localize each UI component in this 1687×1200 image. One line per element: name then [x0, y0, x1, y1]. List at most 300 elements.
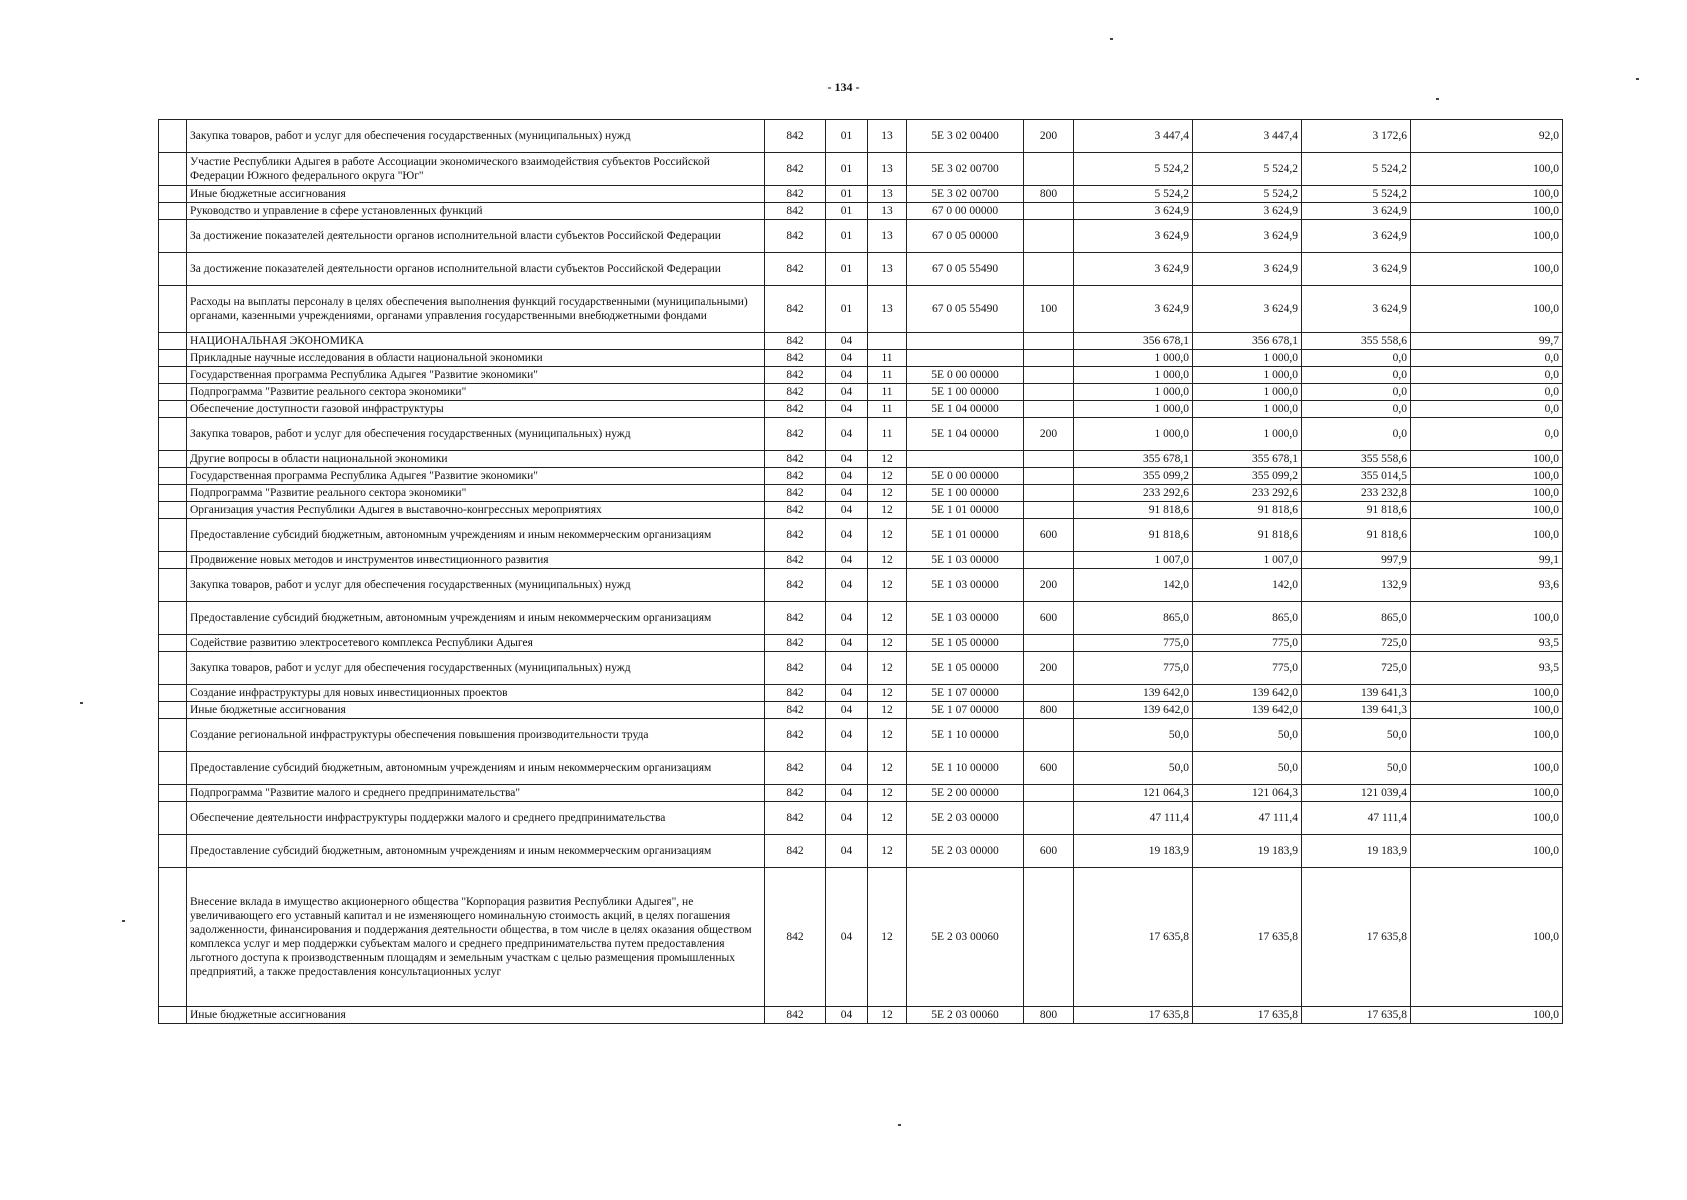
- cell-subsection: 12: [868, 552, 907, 569]
- cell-row-stub: [159, 502, 187, 519]
- cell-approved: 775,0: [1074, 652, 1193, 685]
- cell-subsection: 12: [868, 785, 907, 802]
- cell-admin-code: 842: [765, 384, 826, 401]
- table-row: [159, 552, 1563, 569]
- cell-subsection: 12: [868, 569, 907, 602]
- cell-budget-list: 775,0: [1193, 635, 1302, 652]
- cell-percent: 92,0: [1411, 120, 1563, 153]
- cell-approved: 91 818,6: [1074, 502, 1193, 519]
- cell-admin-code: 842: [765, 719, 826, 752]
- cell-admin-code: 842: [765, 552, 826, 569]
- cell-approved: 139 642,0: [1074, 702, 1193, 719]
- cell-budget-list: 1 007,0: [1193, 552, 1302, 569]
- table-row: [159, 752, 1563, 785]
- cell-name: Создание региональной инфраструктуры обеспечения повышения производительности труда: [187, 719, 765, 752]
- cell-section: 04: [826, 485, 868, 502]
- cell-subsection: 12: [868, 602, 907, 635]
- cell-expense-type: [1024, 350, 1074, 367]
- cell-admin-code: 842: [765, 785, 826, 802]
- cell-approved: 355 678,1: [1074, 451, 1193, 468]
- cell-row-stub: [159, 384, 187, 401]
- cell-approved: 5 524,2: [1074, 153, 1193, 186]
- cell-expense-type: 200: [1024, 652, 1074, 685]
- cell-percent: 0,0: [1411, 384, 1563, 401]
- cell-expense-type: [1024, 333, 1074, 350]
- cell-executed: 0,0: [1302, 350, 1411, 367]
- cell-approved: 356 678,1: [1074, 333, 1193, 350]
- cell-expense-type: [1024, 552, 1074, 569]
- cell-percent: 100,0: [1411, 203, 1563, 220]
- cell-row-stub: [159, 485, 187, 502]
- cell-budget-list: 91 818,6: [1193, 519, 1302, 552]
- cell-budget-list: 139 642,0: [1193, 702, 1302, 719]
- cell-expense-type: [1024, 153, 1074, 186]
- cell-row-stub: [159, 802, 187, 835]
- cell-name: Закупка товаров, работ и услуг для обеспечения государственных (муниципальных) нужд: [187, 569, 765, 602]
- cell-executed: 91 818,6: [1302, 519, 1411, 552]
- cell-section: 04: [826, 569, 868, 602]
- cell-executed: 47 111,4: [1302, 802, 1411, 835]
- cell-section: 04: [826, 868, 868, 1007]
- cell-name: Подпрограмма "Развитие реального сектора экономики": [187, 485, 765, 502]
- cell-budget-list: 3 624,9: [1193, 253, 1302, 286]
- cell-section: 04: [826, 418, 868, 451]
- table-row: [159, 203, 1563, 220]
- cell-section: 04: [826, 451, 868, 468]
- cell-row-stub: [159, 186, 187, 203]
- table-row: [159, 120, 1563, 153]
- cell-target-article: 5Е 1 00 00000: [907, 384, 1024, 401]
- cell-approved: 50,0: [1074, 719, 1193, 752]
- cell-row-stub: [159, 602, 187, 635]
- cell-budget-list: 3 624,9: [1193, 220, 1302, 253]
- cell-name: Организация участия Республики Адыгея в выставочно-конгрессных мероприятиях: [187, 502, 765, 519]
- cell-row-stub: [159, 685, 187, 702]
- cell-expense-type: [1024, 685, 1074, 702]
- cell-percent: 99,1: [1411, 552, 1563, 569]
- cell-subsection: 12: [868, 451, 907, 468]
- cell-name: НАЦИОНАЛЬНАЯ ЭКОНОМИКА: [187, 333, 765, 350]
- cell-percent: 0,0: [1411, 401, 1563, 418]
- cell-target-article: 5Е 1 04 00000: [907, 418, 1024, 451]
- cell-subsection: 13: [868, 120, 907, 153]
- table-row: [159, 702, 1563, 719]
- cell-subsection: 12: [868, 685, 907, 702]
- cell-row-stub: [159, 350, 187, 367]
- cell-admin-code: 842: [765, 220, 826, 253]
- cell-approved: 19 183,9: [1074, 835, 1193, 868]
- cell-row-stub: [159, 719, 187, 752]
- cell-admin-code: 842: [765, 519, 826, 552]
- cell-name: Иные бюджетные ассигнования: [187, 1007, 765, 1024]
- cell-executed: 17 635,8: [1302, 1007, 1411, 1024]
- cell-row-stub: [159, 652, 187, 685]
- cell-name: Подпрограмма "Развитие малого и среднего предпринимательства": [187, 785, 765, 802]
- cell-name: Обеспечение доступности газовой инфраструктуры: [187, 401, 765, 418]
- cell-percent: 100,0: [1411, 752, 1563, 785]
- cell-executed: 50,0: [1302, 752, 1411, 785]
- table-row: [159, 333, 1563, 350]
- cell-admin-code: 842: [765, 153, 826, 186]
- cell-admin-code: 842: [765, 502, 826, 519]
- cell-subsection: 11: [868, 384, 907, 401]
- cell-budget-list: 17 635,8: [1193, 868, 1302, 1007]
- cell-subsection: 12: [868, 835, 907, 868]
- cell-approved: 47 111,4: [1074, 802, 1193, 835]
- cell-section: 01: [826, 253, 868, 286]
- cell-executed: 91 818,6: [1302, 502, 1411, 519]
- cell-percent: 100,0: [1411, 153, 1563, 186]
- cell-admin-code: 842: [765, 1007, 826, 1024]
- cell-section: 04: [826, 635, 868, 652]
- cell-row-stub: [159, 785, 187, 802]
- table-row: [159, 569, 1563, 602]
- cell-approved: 3 624,9: [1074, 286, 1193, 333]
- cell-target-article: 67 0 05 55490: [907, 253, 1024, 286]
- cell-budget-list: 17 635,8: [1193, 1007, 1302, 1024]
- cell-admin-code: 842: [765, 702, 826, 719]
- cell-target-article: 67 0 00 00000: [907, 203, 1024, 220]
- cell-target-article: 5Е 1 05 00000: [907, 635, 1024, 652]
- cell-row-stub: [159, 635, 187, 652]
- scan-speck: [1636, 78, 1639, 80]
- cell-target-article: 5Е 1 07 00000: [907, 702, 1024, 719]
- cell-expense-type: [1024, 868, 1074, 1007]
- scan-speck: [80, 702, 83, 704]
- cell-executed: 121 039,4: [1302, 785, 1411, 802]
- cell-budget-list: 50,0: [1193, 719, 1302, 752]
- cell-executed: 0,0: [1302, 367, 1411, 384]
- cell-section: 04: [826, 702, 868, 719]
- cell-target-article: 5Е 1 01 00000: [907, 502, 1024, 519]
- cell-section: 04: [826, 602, 868, 635]
- cell-section: 04: [826, 752, 868, 785]
- cell-row-stub: [159, 868, 187, 1007]
- budget-table-body: [159, 120, 1563, 1024]
- cell-percent: 100,0: [1411, 702, 1563, 719]
- cell-subsection: 11: [868, 401, 907, 418]
- cell-target-article: 5Е 1 07 00000: [907, 685, 1024, 702]
- cell-budget-list: 91 818,6: [1193, 502, 1302, 519]
- cell-section: 04: [826, 835, 868, 868]
- cell-approved: 1 000,0: [1074, 401, 1193, 418]
- cell-approved: 1 000,0: [1074, 350, 1193, 367]
- cell-percent: 100,0: [1411, 719, 1563, 752]
- cell-name: За достижение показателей деятельности органов исполнительной власти субъектов Российской Федерации: [187, 253, 765, 286]
- cell-budget-list: 1 000,0: [1193, 418, 1302, 451]
- cell-expense-type: [1024, 367, 1074, 384]
- cell-subsection: 12: [868, 519, 907, 552]
- cell-executed: 17 635,8: [1302, 868, 1411, 1007]
- cell-subsection: 12: [868, 752, 907, 785]
- cell-subsection: 13: [868, 253, 907, 286]
- cell-admin-code: 842: [765, 635, 826, 652]
- cell-budget-list: 5 524,2: [1193, 153, 1302, 186]
- cell-name: Обеспечение деятельности инфраструктуры поддержки малого и среднего предпринимательства: [187, 802, 765, 835]
- cell-executed: 50,0: [1302, 719, 1411, 752]
- cell-executed: 997,9: [1302, 552, 1411, 569]
- cell-percent: 100,0: [1411, 253, 1563, 286]
- table-row: [159, 451, 1563, 468]
- cell-approved: 3 447,4: [1074, 120, 1193, 153]
- table-row: [159, 719, 1563, 752]
- cell-admin-code: 842: [765, 652, 826, 685]
- cell-percent: 100,0: [1411, 802, 1563, 835]
- cell-budget-list: 356 678,1: [1193, 333, 1302, 350]
- cell-budget-list: 3 447,4: [1193, 120, 1302, 153]
- scan-speck: [1110, 38, 1113, 40]
- cell-admin-code: 842: [765, 685, 826, 702]
- cell-admin-code: 842: [765, 835, 826, 868]
- cell-target-article: 5Е 1 00 00000: [907, 485, 1024, 502]
- cell-percent: 100,0: [1411, 451, 1563, 468]
- cell-row-stub: [159, 418, 187, 451]
- cell-budget-list: 1 000,0: [1193, 350, 1302, 367]
- cell-executed: 139 641,3: [1302, 702, 1411, 719]
- cell-approved: 3 624,9: [1074, 253, 1193, 286]
- cell-budget-list: 775,0: [1193, 652, 1302, 685]
- cell-subsection: 13: [868, 186, 907, 203]
- cell-approved: 139 642,0: [1074, 685, 1193, 702]
- cell-section: 01: [826, 153, 868, 186]
- cell-admin-code: 842: [765, 602, 826, 635]
- cell-name: Руководство и управление в сфере установленных функций: [187, 203, 765, 220]
- cell-budget-list: 1 000,0: [1193, 367, 1302, 384]
- cell-executed: 0,0: [1302, 418, 1411, 451]
- cell-approved: 1 000,0: [1074, 418, 1193, 451]
- cell-executed: 0,0: [1302, 384, 1411, 401]
- cell-approved: 865,0: [1074, 602, 1193, 635]
- cell-expense-type: 800: [1024, 702, 1074, 719]
- cell-subsection: 12: [868, 502, 907, 519]
- table-row: [159, 1007, 1563, 1024]
- cell-row-stub: [159, 752, 187, 785]
- cell-executed: 725,0: [1302, 652, 1411, 685]
- cell-budget-list: 19 183,9: [1193, 835, 1302, 868]
- cell-percent: 100,0: [1411, 685, 1563, 702]
- cell-approved: 1 007,0: [1074, 552, 1193, 569]
- cell-expense-type: [1024, 802, 1074, 835]
- cell-section: 04: [826, 785, 868, 802]
- cell-subsection: 13: [868, 203, 907, 220]
- cell-name: Предоставление субсидий бюджетным, автономным учреждениям и иным некоммерческим организациям: [187, 602, 765, 635]
- cell-executed: 5 524,2: [1302, 153, 1411, 186]
- cell-admin-code: 842: [765, 752, 826, 785]
- cell-target-article: 5Е 1 04 00000: [907, 401, 1024, 418]
- cell-percent: 93,5: [1411, 652, 1563, 685]
- cell-executed: 3 624,9: [1302, 253, 1411, 286]
- scan-speck: [1436, 98, 1439, 100]
- cell-percent: 100,0: [1411, 186, 1563, 203]
- cell-section: 01: [826, 120, 868, 153]
- cell-section: 04: [826, 401, 868, 418]
- cell-name: Закупка товаров, работ и услуг для обеспечения государственных (муниципальных) нужд: [187, 120, 765, 153]
- cell-subsection: 11: [868, 350, 907, 367]
- cell-approved: 5 524,2: [1074, 186, 1193, 203]
- cell-expense-type: 200: [1024, 120, 1074, 153]
- cell-subsection: 11: [868, 367, 907, 384]
- cell-approved: 91 818,6: [1074, 519, 1193, 552]
- cell-row-stub: [159, 519, 187, 552]
- cell-row-stub: [159, 1007, 187, 1024]
- cell-row-stub: [159, 153, 187, 186]
- cell-percent: 0,0: [1411, 418, 1563, 451]
- cell-budget-list: 865,0: [1193, 602, 1302, 635]
- cell-section: 04: [826, 552, 868, 569]
- table-row: [159, 635, 1563, 652]
- table-row: [159, 835, 1563, 868]
- cell-section: 04: [826, 350, 868, 367]
- cell-target-article: 5Е 1 03 00000: [907, 569, 1024, 602]
- cell-percent: 0,0: [1411, 367, 1563, 384]
- cell-subsection: 12: [868, 719, 907, 752]
- cell-section: 04: [826, 519, 868, 552]
- cell-approved: 3 624,9: [1074, 220, 1193, 253]
- cell-admin-code: 842: [765, 468, 826, 485]
- cell-subsection: 12: [868, 635, 907, 652]
- cell-budget-list: 139 642,0: [1193, 685, 1302, 702]
- cell-approved: 17 635,8: [1074, 868, 1193, 1007]
- cell-row-stub: [159, 286, 187, 333]
- cell-subsection: 12: [868, 1007, 907, 1024]
- cell-name: Подпрограмма "Развитие реального сектора экономики": [187, 384, 765, 401]
- cell-section: 01: [826, 186, 868, 203]
- cell-section: 04: [826, 367, 868, 384]
- cell-row-stub: [159, 451, 187, 468]
- cell-expense-type: [1024, 785, 1074, 802]
- cell-percent: 100,0: [1411, 485, 1563, 502]
- cell-admin-code: 842: [765, 401, 826, 418]
- cell-section: 04: [826, 652, 868, 685]
- budget-table-container: [158, 119, 1562, 1024]
- cell-admin-code: 842: [765, 350, 826, 367]
- page-number: - 134 -: [827, 80, 860, 94]
- cell-percent: 99,7: [1411, 333, 1563, 350]
- cell-name: Содействие развитию электросетевого комплекса Республики Адыгея: [187, 635, 765, 652]
- cell-name: Участие Республики Адыгея в работе Ассоциации экономического взаимодействия субъектов Российской Федерации Южного федерального округа "Юг": [187, 153, 765, 186]
- cell-budget-list: 121 064,3: [1193, 785, 1302, 802]
- cell-subsection: [868, 333, 907, 350]
- cell-row-stub: [159, 702, 187, 719]
- cell-section: 01: [826, 286, 868, 333]
- cell-expense-type: 800: [1024, 1007, 1074, 1024]
- table-row: [159, 685, 1563, 702]
- table-row: [159, 220, 1563, 253]
- cell-target-article: 67 0 05 00000: [907, 220, 1024, 253]
- cell-row-stub: [159, 401, 187, 418]
- cell-approved: 775,0: [1074, 635, 1193, 652]
- cell-admin-code: 842: [765, 333, 826, 350]
- cell-expense-type: [1024, 635, 1074, 652]
- cell-executed: 3 172,6: [1302, 120, 1411, 153]
- cell-section: 04: [826, 502, 868, 519]
- cell-name: Прикладные научные исследования в области национальной экономики: [187, 350, 765, 367]
- cell-name: Предоставление субсидий бюджетным, автономным учреждениям и иным некоммерческим организациям: [187, 519, 765, 552]
- cell-subsection: 12: [868, 868, 907, 1007]
- cell-admin-code: 842: [765, 485, 826, 502]
- cell-subsection: 12: [868, 702, 907, 719]
- cell-target-article: 5Е 2 03 00000: [907, 802, 1024, 835]
- cell-expense-type: 600: [1024, 752, 1074, 785]
- cell-admin-code: 842: [765, 868, 826, 1007]
- cell-section: 04: [826, 1007, 868, 1024]
- table-row: [159, 652, 1563, 685]
- cell-target-article: 5Е 1 01 00000: [907, 519, 1024, 552]
- cell-row-stub: [159, 120, 187, 153]
- table-row: [159, 502, 1563, 519]
- cell-name: Расходы на выплаты персоналу в целях обеспечения выполнения функций государственными (муниципальными) органами, казенными учреждениями, органами управления государственными внебюджетными фондами: [187, 286, 765, 333]
- table-row: [159, 367, 1563, 384]
- cell-expense-type: 600: [1024, 835, 1074, 868]
- cell-percent: 93,5: [1411, 635, 1563, 652]
- cell-percent: 100,0: [1411, 220, 1563, 253]
- cell-approved: 142,0: [1074, 569, 1193, 602]
- cell-section: 04: [826, 333, 868, 350]
- table-row: [159, 868, 1563, 1007]
- cell-approved: 3 624,9: [1074, 203, 1193, 220]
- cell-name: Продвижение новых методов и инструментов инвестиционного развития: [187, 552, 765, 569]
- cell-subsection: 12: [868, 652, 907, 685]
- cell-budget-list: 142,0: [1193, 569, 1302, 602]
- table-row: [159, 384, 1563, 401]
- cell-name: Иные бюджетные ассигнования: [187, 186, 765, 203]
- cell-percent: 100,0: [1411, 602, 1563, 635]
- cell-executed: 3 624,9: [1302, 220, 1411, 253]
- cell-executed: 355 558,6: [1302, 333, 1411, 350]
- table-row: [159, 519, 1563, 552]
- cell-expense-type: [1024, 502, 1074, 519]
- cell-approved: 17 635,8: [1074, 1007, 1193, 1024]
- cell-percent: 93,6: [1411, 569, 1563, 602]
- cell-name: Государственная программа Республика Адыгея "Развитие экономики": [187, 468, 765, 485]
- cell-subsection: 13: [868, 153, 907, 186]
- table-row: [159, 468, 1563, 485]
- cell-section: 04: [826, 384, 868, 401]
- cell-budget-list: 5 524,2: [1193, 186, 1302, 203]
- cell-subsection: 12: [868, 802, 907, 835]
- cell-executed: 355 558,6: [1302, 451, 1411, 468]
- cell-expense-type: 100: [1024, 286, 1074, 333]
- cell-target-article: 5Е 2 03 00060: [907, 868, 1024, 1007]
- cell-target-article: 5Е 3 02 00700: [907, 186, 1024, 203]
- scan-speck: [122, 920, 125, 922]
- cell-row-stub: [159, 468, 187, 485]
- cell-expense-type: 800: [1024, 186, 1074, 203]
- cell-percent: 100,0: [1411, 835, 1563, 868]
- page-right-edge: [1563, 117, 1565, 1117]
- cell-expense-type: [1024, 203, 1074, 220]
- cell-expense-type: [1024, 451, 1074, 468]
- cell-row-stub: [159, 203, 187, 220]
- cell-target-article: 5Е 0 00 00000: [907, 367, 1024, 384]
- table-row: [159, 253, 1563, 286]
- table-row: [159, 602, 1563, 635]
- cell-executed: 5 524,2: [1302, 186, 1411, 203]
- cell-target-article: 67 0 05 55490: [907, 286, 1024, 333]
- cell-executed: 139 641,3: [1302, 685, 1411, 702]
- cell-section: 01: [826, 203, 868, 220]
- table-row: [159, 153, 1563, 186]
- cell-admin-code: 842: [765, 418, 826, 451]
- cell-percent: 0,0: [1411, 350, 1563, 367]
- cell-percent: 100,0: [1411, 1007, 1563, 1024]
- cell-section: 04: [826, 685, 868, 702]
- table-row: [159, 418, 1563, 451]
- cell-target-article: 5Е 1 03 00000: [907, 552, 1024, 569]
- cell-target-article: 5Е 2 03 00060: [907, 1007, 1024, 1024]
- cell-budget-list: 233 292,6: [1193, 485, 1302, 502]
- table-row: [159, 485, 1563, 502]
